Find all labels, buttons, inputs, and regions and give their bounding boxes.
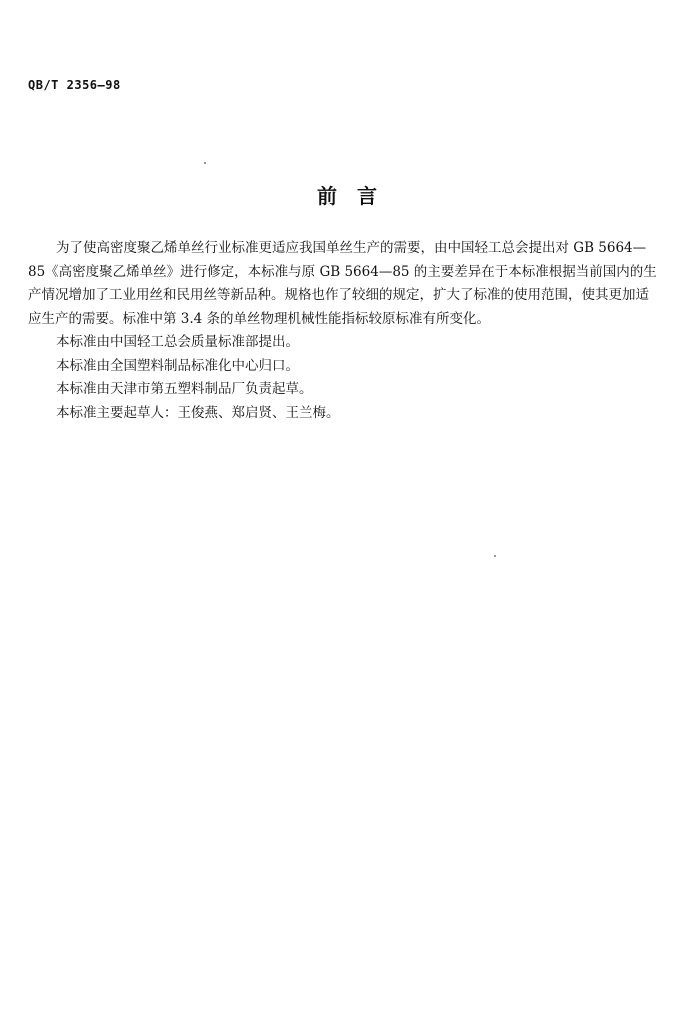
foreword-paragraph-centralizer: 本标准由全国塑料制品标准化中心归口。 xyxy=(56,357,299,374)
foreword-paragraph-authors: 本标准主要起草人：王俊燕、郑启贤、王兰梅。 xyxy=(56,404,340,421)
foreword-paragraph-revision: 为了使高密度聚乙烯单丝行业标准更适应我国单丝生产的需要，由中国轻工总会提出对 GB 5664—85《高密度聚乙烯单丝》进行修定，本标准与原 GB 5664—85 的主要差异在于本标准根据当前国内的生产情况增加了工业用丝和民用丝等新品种。规格也作了较细的规定，扩大了标准的使用范围，使其更加适应生产的需要。标准中第 3.4 条的单丝物理机械性能指标较原标准有所变化。 xyxy=(28,240,657,327)
foreword-paragraph-drafter: 本标准由天津市第五塑料制品厂负责起草。 xyxy=(56,381,313,397)
foreword-paragraph-proposer: 本标准由中国轻工总会质量标准部提出。 xyxy=(56,334,299,350)
page-title: 前言 xyxy=(317,184,397,208)
scan-speck xyxy=(494,555,496,557)
foreword-body xyxy=(28,237,662,425)
scan-speck xyxy=(204,162,206,164)
standard-code: QB/T 2356—98 xyxy=(28,78,121,92)
